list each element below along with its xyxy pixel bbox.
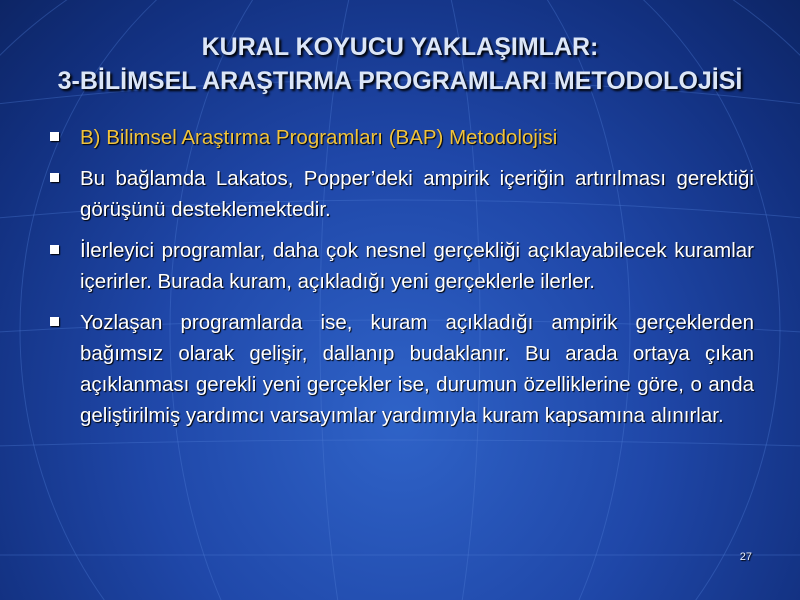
title-line-2: 3-BİLİMSEL ARAŞTIRMA PROGRAMLARI METODOLOJİSİ	[57, 67, 743, 95]
square-bullet-icon	[50, 317, 59, 326]
bullet-text: B) Bilimsel Araştırma Programları (BAP) Metodolojisi	[80, 126, 558, 149]
bullet-item	[44, 122, 754, 153]
slide-title	[0, 30, 800, 98]
square-bullet-icon	[50, 132, 59, 141]
square-bullet-icon	[50, 245, 59, 254]
bullet-text: Bu bağlamda Lakatos, Popper’deki ampirik içeriğin artırılması gerektiği görüşünü desteklemektedir.	[80, 167, 754, 221]
square-bullet-icon	[50, 173, 59, 182]
bullet-item	[44, 307, 754, 431]
bullet-text: İlerleyici programlar, daha çok nesnel gerçekliği açıklayabilecek kuramlar içerirler. Burada kuram, açıkladığı yeni gerçeklerle ilerler.	[80, 239, 754, 293]
bullet-list	[44, 122, 754, 441]
bullet-item	[44, 235, 754, 297]
bullet-item	[44, 163, 754, 225]
page-number: 27	[739, 551, 752, 563]
bullet-text: Yozlaşan programlarda ise, kuram açıkladığı ampirik gerçeklerden bağımsız olarak gelişir, dallanıp budaklanır. Bu arada ortaya çıkan açıklanması gerekli yeni gerçekler ise, durumun özelliklerine göre, o anda geliştirilmiş yardımcı varsayımlar yardımıyla kuram kapsamına alınırlar.	[80, 311, 754, 427]
title-line-1: KURAL KOYUCU YAKLAŞIMLAR:	[201, 33, 599, 61]
